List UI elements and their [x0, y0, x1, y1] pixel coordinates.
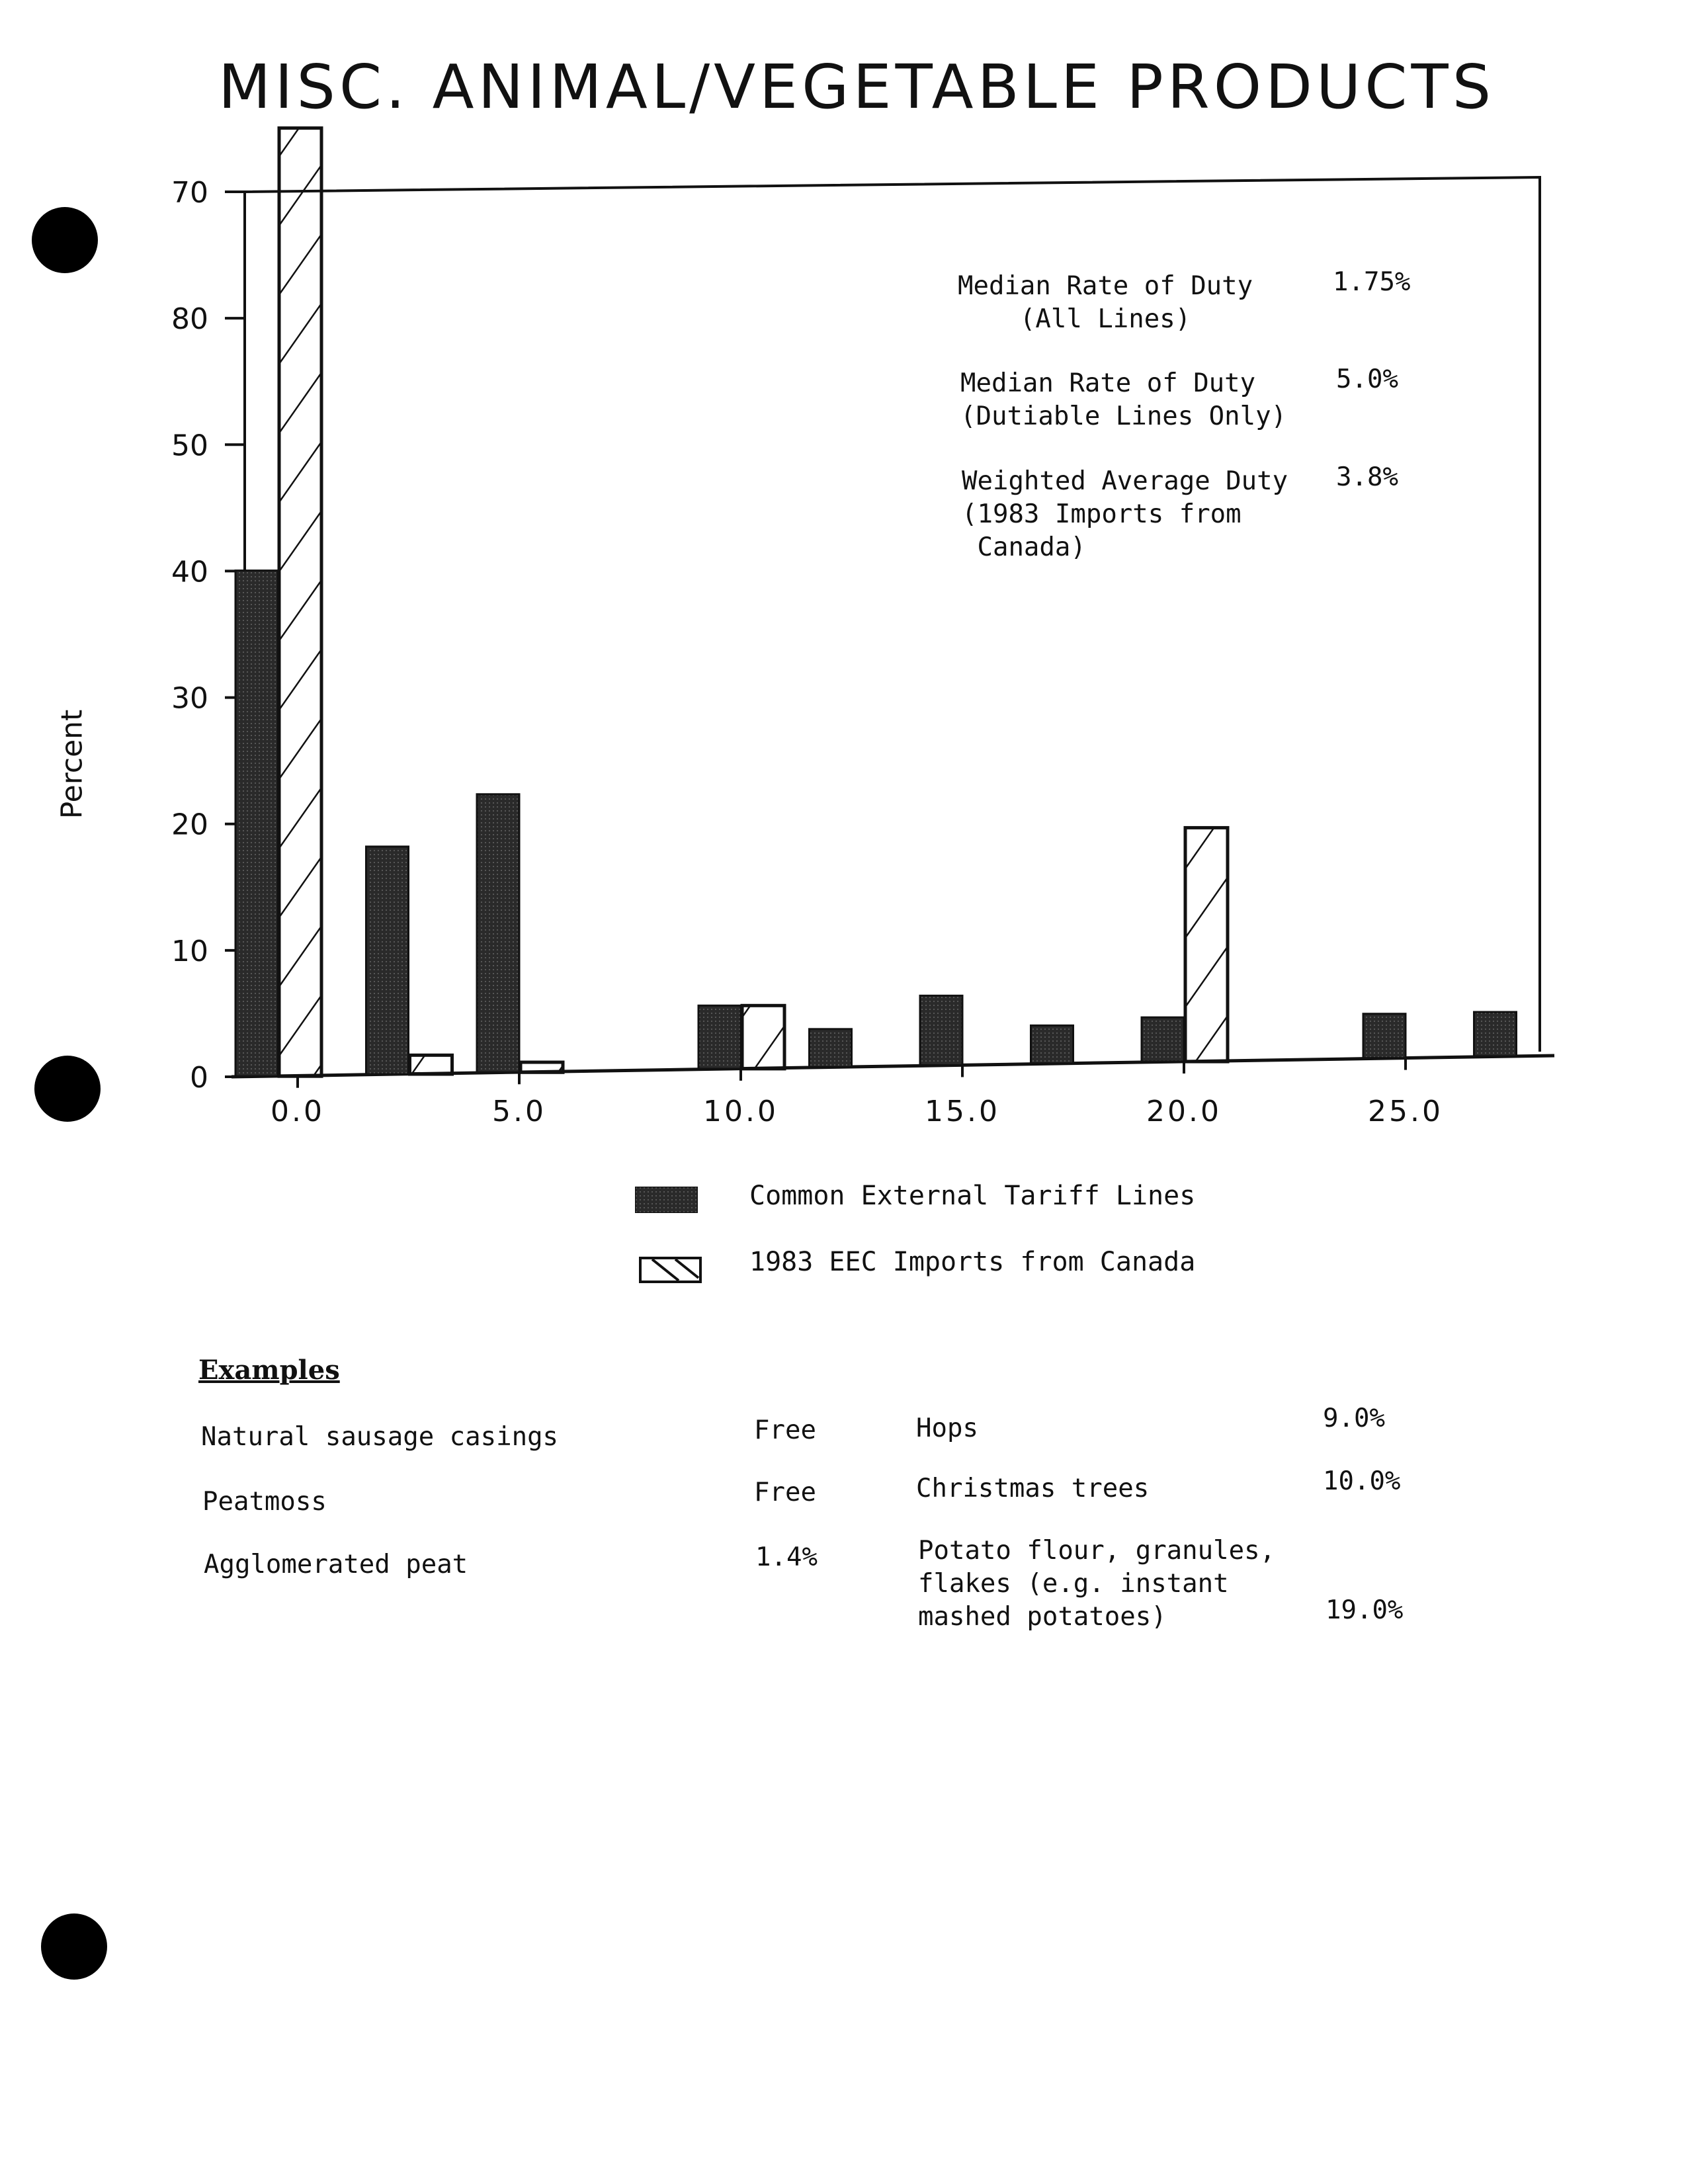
example-rate: Free	[754, 1415, 816, 1445]
bar-tariff-lines	[477, 794, 519, 1073]
y-tick-label: 50	[171, 429, 208, 463]
examples-heading: Examples	[198, 1355, 340, 1386]
bar-eec-imports	[279, 128, 321, 1077]
legend-swatch-solid	[635, 1187, 698, 1213]
example-rate: 10.0%	[1323, 1466, 1401, 1496]
y-axis-label: Percent	[55, 709, 89, 819]
example-item: Potato flour, granules, flakes (e.g. instant mashed potatoes)	[918, 1536, 1276, 1632]
bar-tariff-lines	[1142, 1017, 1184, 1062]
bar-tariff-lines	[235, 571, 278, 1077]
x-tick-label: 10.0	[703, 1095, 779, 1128]
y-tick-label: 0	[190, 1061, 208, 1095]
bar-eec-imports	[1185, 827, 1228, 1062]
example-rate: 1.4%	[755, 1542, 818, 1572]
example-item: Natural sausage casings	[201, 1422, 559, 1452]
bar-tariff-lines	[920, 995, 962, 1065]
bar-tariff-lines	[1363, 1014, 1406, 1058]
chart-title: MISC. ANIMAL/VEGETABLE PRODUCTS	[218, 52, 1495, 122]
y-tick-label: 70	[171, 176, 208, 210]
example-rate: 19.0%	[1326, 1595, 1404, 1625]
weighted-average-value: 3.8%	[1336, 462, 1398, 492]
example-rate: Free	[754, 1478, 816, 1507]
median-all-label: Median Rate of Duty (All Lines)	[958, 271, 1253, 334]
bar-tariff-lines	[698, 1005, 741, 1069]
median-dutiable-label: Median Rate of Duty (Dutiable Lines Only)	[960, 368, 1287, 431]
example-item: Agglomerated peat	[204, 1550, 468, 1579]
y-tick-label: 10	[171, 934, 208, 968]
y-tick-label: 20	[171, 808, 208, 842]
x-tick-label: 25.0	[1368, 1095, 1443, 1128]
y-tick-label: 40	[171, 555, 208, 589]
bar-tariff-lines	[810, 1029, 852, 1067]
bar-eec-imports	[521, 1062, 563, 1072]
legend-label-eec-imports: 1983 EEC Imports from Canada	[749, 1247, 1196, 1277]
legend-label-tariff-lines: Common External Tariff Lines	[749, 1181, 1196, 1211]
x-tick-label: 20.0	[1146, 1095, 1222, 1128]
example-rate: 9.0%	[1323, 1404, 1385, 1433]
x-tick-label: 0.0	[271, 1095, 325, 1128]
legend-swatch-hatched	[639, 1257, 702, 1283]
bar-eec-imports	[742, 1005, 784, 1069]
y-tick-label: 80	[171, 302, 208, 337]
example-item: Hops	[916, 1413, 978, 1443]
plot-frame	[245, 177, 1540, 1077]
weighted-average-label: Weighted Average Duty (1983 Imports from Canada)	[962, 466, 1288, 562]
x-tick-label: 15.0	[925, 1095, 1000, 1128]
bar-tariff-lines	[366, 847, 409, 1074]
x-tick-label: 5.0	[492, 1095, 546, 1128]
y-tick-label: 30	[171, 681, 208, 716]
bar-tariff-lines	[1474, 1012, 1517, 1056]
example-item: Christmas trees	[916, 1474, 1150, 1503]
bar-eec-imports	[410, 1055, 452, 1074]
example-item: Peatmoss	[202, 1487, 327, 1517]
median-dutiable-value: 5.0%	[1336, 364, 1398, 394]
bar-tariff-lines	[1031, 1025, 1074, 1063]
median-all-value: 1.75%	[1333, 267, 1411, 297]
